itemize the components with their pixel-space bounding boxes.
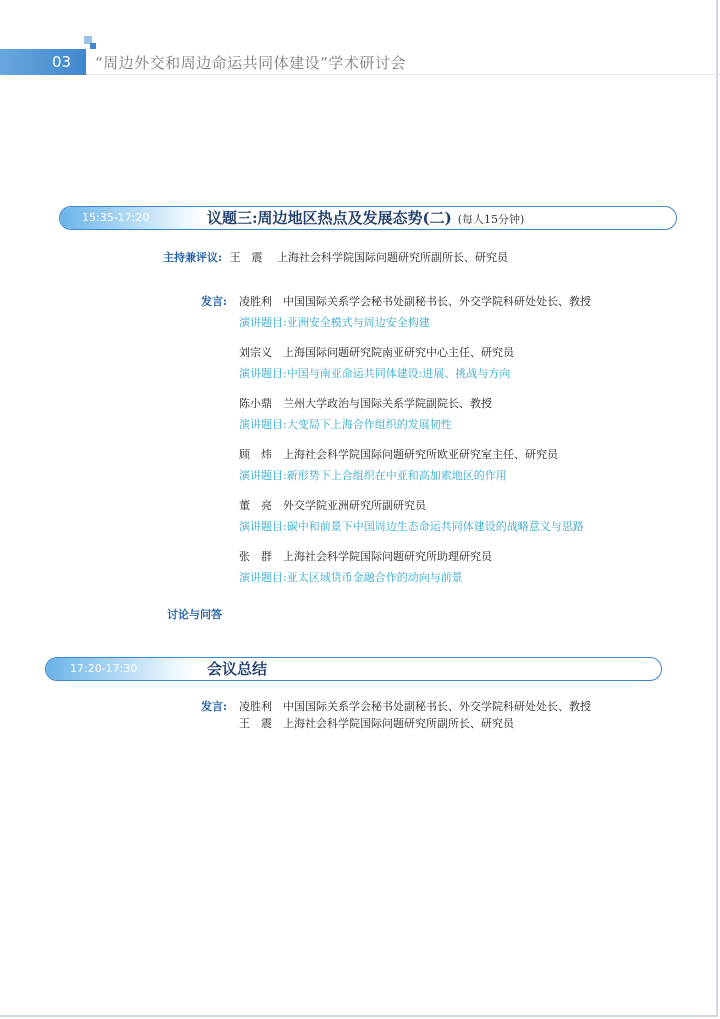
session-note: (每人15分钟) — [457, 213, 525, 226]
speaker-topic: 演讲题目:亚洲安全模式与周边安全构建 — [239, 316, 430, 329]
speaker-affiliation: 上海社会科学院国际问题研究所副所长、研究员 — [283, 717, 514, 730]
speaker-topic: 演讲题目:大变局下上海合作组织的发展韧性 — [239, 418, 452, 431]
speaker-line — [239, 716, 514, 732]
speaker-name: 陈小鼎 — [239, 397, 272, 410]
session-title — [207, 207, 524, 229]
speaker-line — [239, 498, 426, 514]
speaker-line — [239, 345, 514, 361]
speaker-name: 王 震 — [239, 717, 272, 730]
chair-line — [163, 250, 508, 266]
discussion-label: 讨论与问答 — [167, 608, 222, 621]
chair-label: 主持兼评议: — [163, 251, 223, 264]
session-title-text: 议题三:周边地区热点及发展态势(二) — [207, 209, 452, 227]
speakers-label: 发言: — [201, 700, 228, 713]
session-title — [207, 658, 267, 680]
speaker-name: 顾 炜 — [239, 448, 272, 461]
speaker-topic: 演讲题目:亚太区域货币金融合作的动向与前景 — [239, 571, 463, 584]
speaker-affiliation: 中国国际关系学会秘书处副秘书长、外交学院科研处处长、教授 — [283, 295, 591, 308]
speaker-affiliation: 兰州大学政治与国际关系学院副院长、教授 — [283, 397, 492, 410]
speaker-affiliation: 中国国际关系学会秘书处副秘书长、外交学院科研处处长、教授 — [283, 700, 591, 713]
session-title-text: 会议总结 — [207, 660, 268, 678]
session-time-pill — [46, 658, 194, 680]
speaker-name: 凌胜利 — [239, 295, 272, 308]
session-time: 15:35-17:20 — [82, 211, 150, 224]
header-decor-square — [90, 43, 96, 49]
speakers-label: 发言: — [201, 295, 228, 308]
speaker-name: 刘宗义 — [239, 346, 272, 359]
speaker-line — [239, 396, 492, 412]
speaker-line — [239, 294, 591, 310]
speaker-topic: 演讲题目:新形势下上合组织在中亚和高加索地区的作用 — [239, 469, 507, 482]
speaker-name: 凌胜利 — [239, 700, 272, 713]
speaker-name: 张 群 — [239, 550, 272, 563]
header-rule — [86, 74, 720, 75]
speaker-topic: 演讲题目:碳中和前景下中国周边生态命运共同体建设的战略意义与思路 — [239, 520, 584, 533]
session-bar — [45, 657, 662, 681]
session-time: 17:20-17:30 — [70, 662, 138, 675]
speaker-name: 董 亮 — [239, 499, 272, 512]
speaker-affiliation: 外交学院亚洲研究所副研究员 — [283, 499, 426, 512]
session-time-pill — [60, 207, 202, 229]
page-number: 03 — [52, 53, 72, 71]
speaker-affiliation: 上海社会科学院国际问题研究所助理研究员 — [283, 550, 492, 563]
speaker-affiliation: 上海国际问题研究院南亚研究中心主任、研究员 — [283, 346, 514, 359]
session-bar — [59, 206, 677, 230]
header-title: “周边外交和周边命运共同体建设”学术研讨会 — [95, 54, 406, 72]
speaker-affiliation: 上海社会科学院国际问题研究所欧亚研究室主任、研究员 — [283, 448, 558, 461]
speaker-line — [239, 699, 591, 715]
chair-name: 王 震 — [229, 251, 263, 264]
speaker-topic: 演讲题目:中国与南亚命运共同体建设:进展、挑战与方向 — [239, 367, 511, 380]
chair-affiliation: 上海社会科学院国际问题研究所副所长、研究员 — [277, 251, 509, 264]
speaker-line — [239, 549, 492, 565]
speaker-line — [239, 447, 558, 463]
